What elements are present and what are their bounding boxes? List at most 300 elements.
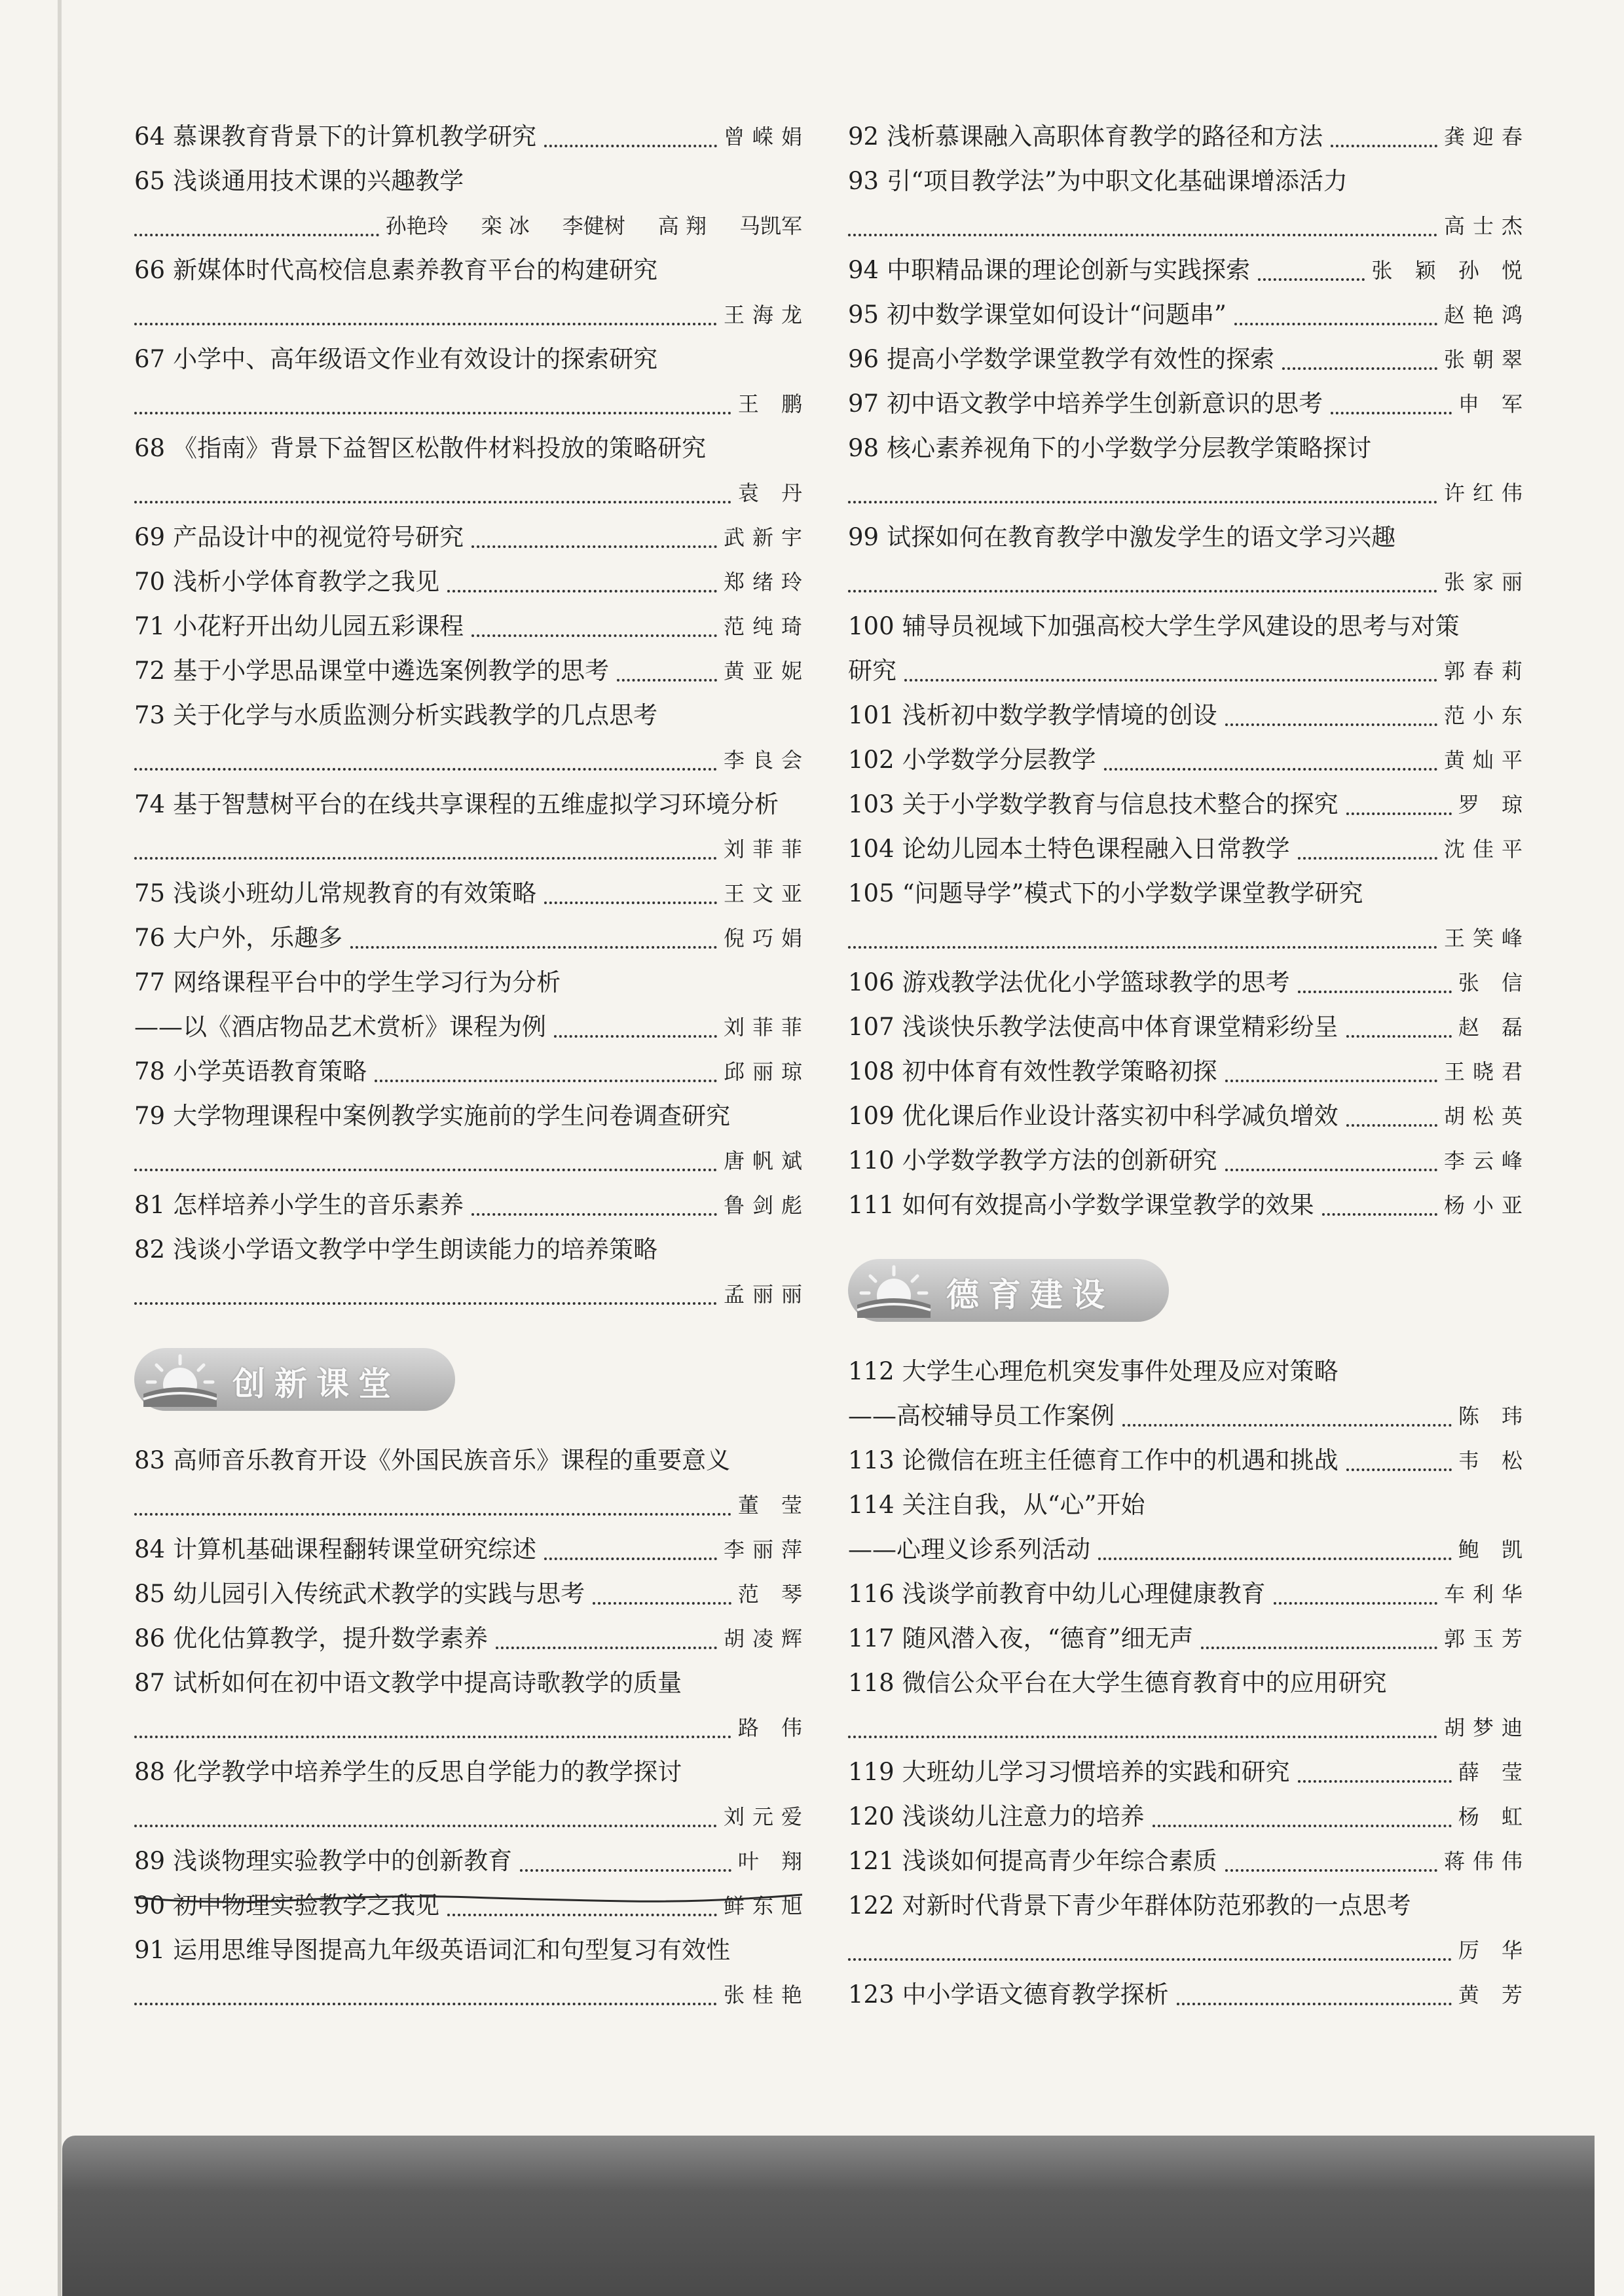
entry-title: 浅谈快乐教学法使高中体育课堂精彩纷呈 bbox=[902, 1013, 1338, 1041]
toc-entry-line bbox=[848, 1183, 1530, 1228]
toc-entry-line bbox=[848, 1527, 1530, 1572]
entry-number: 84 bbox=[134, 1535, 166, 1563]
toc-entry-line bbox=[848, 248, 1530, 293]
toc-entry bbox=[848, 604, 1530, 693]
entry-author: 李丽萍 bbox=[723, 1537, 810, 1562]
entry-number: 66 bbox=[134, 256, 166, 284]
entry-title: 《指南》背景下益智区松散件材料投放的策略研究 bbox=[173, 434, 707, 462]
entry-author: 李良会 bbox=[723, 748, 810, 773]
toc-entry bbox=[848, 515, 1530, 604]
toc-entry-line bbox=[134, 1049, 810, 1094]
dot-leader bbox=[520, 1869, 731, 1872]
entry-number: 108 bbox=[848, 1057, 895, 1085]
toc-entry bbox=[134, 1183, 810, 1228]
section-title: 创新课堂 bbox=[232, 1365, 400, 1403]
toc-entry-line bbox=[134, 1094, 802, 1139]
toc-entry bbox=[848, 426, 1530, 515]
toc-entry bbox=[848, 1572, 1530, 1616]
section-banner-moral bbox=[848, 1254, 1522, 1331]
toc-entry bbox=[848, 1349, 1530, 1438]
toc-entry-line bbox=[134, 1705, 810, 1750]
toc-entry-line bbox=[848, 960, 1530, 1005]
toc-entry bbox=[848, 693, 1530, 738]
toc-list-left-top bbox=[134, 115, 810, 1317]
entry-number: 107 bbox=[848, 1013, 895, 1041]
dot-leader bbox=[904, 679, 1437, 682]
entry-title: 运用思维导图提高九年级英语词汇和句型复习有效性 bbox=[173, 1936, 731, 1964]
toc-entry-line bbox=[134, 1272, 810, 1317]
dot-leader bbox=[134, 234, 379, 236]
toc-entry-line bbox=[134, 115, 810, 159]
entry-author: 张朝翠 bbox=[1443, 347, 1530, 372]
toc-entry bbox=[848, 248, 1530, 293]
dot-leader bbox=[1331, 412, 1452, 414]
entry-number: 120 bbox=[848, 1802, 895, 1831]
toc-entry-line bbox=[134, 471, 810, 515]
toc-entry bbox=[134, 1094, 810, 1183]
entry-title: 产品设计中的视觉符号研究 bbox=[173, 523, 464, 551]
dot-leader bbox=[134, 2003, 717, 2005]
toc-entry-line bbox=[848, 1661, 1522, 1705]
toc-entry bbox=[134, 1928, 810, 2017]
entry-title: 幼儿园引入传统武术教学的实践与思考 bbox=[173, 1580, 585, 1608]
toc-entry-line bbox=[134, 1839, 810, 1884]
entry-author: 薛 莹 bbox=[1458, 1760, 1530, 1785]
dot-leader bbox=[1225, 1169, 1437, 1171]
entry-title: 核心素养视角下的小学数学分层教学策略探讨 bbox=[887, 434, 1372, 462]
dot-leader bbox=[496, 1647, 717, 1649]
entry-author: 范 琴 bbox=[737, 1582, 810, 1607]
entry-author: 王晓君 bbox=[1443, 1059, 1530, 1084]
entry-title: 试析如何在初中语文教学中提高诗歌教学的质量 bbox=[173, 1669, 682, 1697]
toc-list-left-bottom bbox=[134, 1438, 810, 2017]
toc-entry-line bbox=[134, 337, 802, 382]
toc-entry-line bbox=[134, 204, 802, 248]
dot-leader bbox=[544, 1558, 717, 1560]
toc-entry-line bbox=[134, 960, 802, 1005]
dot-leader bbox=[1282, 367, 1437, 370]
toc-entry bbox=[134, 426, 810, 515]
dot-leader bbox=[1346, 812, 1452, 815]
toc-entry-line bbox=[134, 1183, 810, 1228]
dot-leader bbox=[134, 1302, 717, 1305]
entry-title: 论微信在班主任德育工作中的机遇和挑战 bbox=[902, 1446, 1338, 1474]
entry-author: 高 翔 bbox=[657, 213, 707, 238]
entry-number: 83 bbox=[134, 1446, 166, 1474]
entry-title: 大学生心理危机突发事件处理及应对策略 bbox=[902, 1357, 1338, 1385]
entry-number: 72 bbox=[134, 657, 166, 685]
toc-entry bbox=[848, 871, 1530, 960]
entry-number: 75 bbox=[134, 879, 166, 907]
toc-entry bbox=[134, 604, 810, 649]
entry-number: 82 bbox=[134, 1235, 166, 1264]
toc-entry bbox=[134, 159, 802, 248]
dot-leader bbox=[447, 590, 717, 592]
entry-title: 小学数学分层教学 bbox=[902, 746, 1096, 774]
entry-author: 李云峰 bbox=[1443, 1148, 1530, 1173]
entry-number: 98 bbox=[848, 434, 879, 462]
entry-number: 123 bbox=[848, 1980, 895, 2009]
toc-entry-line bbox=[848, 1616, 1530, 1661]
toc-entry-line bbox=[848, 738, 1530, 782]
dot-leader bbox=[134, 1736, 731, 1738]
entry-author: 邱丽琼 bbox=[723, 1059, 810, 1084]
toc-entry bbox=[848, 827, 1530, 871]
toc-entry-line bbox=[848, 1750, 1530, 1795]
dot-leader bbox=[1346, 1124, 1437, 1127]
toc-right-column bbox=[848, 115, 1530, 2017]
toc-entry bbox=[848, 1884, 1530, 1973]
toc-entry-line bbox=[848, 916, 1530, 960]
toc-entry-line bbox=[848, 1139, 1530, 1183]
toc-entry bbox=[134, 1616, 810, 1661]
toc-entry bbox=[848, 1094, 1530, 1139]
toc-entry-line bbox=[848, 649, 1530, 693]
entry-author: 唐帆斌 bbox=[723, 1148, 810, 1173]
entry-title: 微信公众平台在大学生德育教育中的应用研究 bbox=[902, 1669, 1387, 1697]
entry-number: 111 bbox=[848, 1191, 895, 1219]
dot-leader bbox=[848, 590, 1437, 592]
toc-entry-line bbox=[134, 1616, 810, 1661]
entry-author: 刘元爱 bbox=[723, 1804, 810, 1829]
entry-number: 73 bbox=[134, 701, 166, 729]
toc-entry-line bbox=[134, 248, 802, 293]
entry-number: 97 bbox=[848, 390, 879, 418]
toc-entry-line bbox=[848, 1049, 1530, 1094]
section-banner-innovation bbox=[134, 1343, 802, 1420]
entry-number: 114 bbox=[848, 1491, 895, 1519]
entry-number: 94 bbox=[848, 256, 879, 284]
entry-author: 孟丽丽 bbox=[723, 1282, 810, 1307]
entry-author: 李健树 bbox=[562, 213, 625, 238]
entry-author: 杨 虹 bbox=[1458, 1804, 1530, 1829]
dot-leader bbox=[134, 412, 731, 414]
dot-leader bbox=[1298, 991, 1452, 993]
toc-entry-line bbox=[848, 204, 1530, 248]
toc-entry-line bbox=[848, 1705, 1530, 1750]
entry-number: 78 bbox=[134, 1057, 166, 1085]
toc-entry-line bbox=[134, 693, 802, 738]
section-title: 德育建设 bbox=[946, 1276, 1114, 1314]
entry-number: 67 bbox=[134, 345, 166, 373]
toc-entry-line bbox=[848, 560, 1530, 604]
entry-title: 中职精品课的理论创新与实践探索 bbox=[887, 256, 1251, 284]
toc-entry-line bbox=[134, 159, 802, 204]
entry-title: 如何有效提高小学数学课堂教学的效果 bbox=[902, 1191, 1314, 1219]
toc-entry bbox=[848, 293, 1530, 337]
toc-entry bbox=[134, 1839, 810, 1884]
entry-title: 对新时代背景下青少年群体防范邪教的一点思考 bbox=[902, 1891, 1411, 1920]
entry-title: 基于智慧树平台的在线共享课程的五维虚拟学习环境分析 bbox=[173, 790, 779, 818]
entry-number: 118 bbox=[848, 1669, 895, 1697]
entry-title: ——以《酒店物品艺术赏析》课程为例 bbox=[134, 1013, 546, 1041]
toc-entry bbox=[848, 1049, 1530, 1094]
entry-author: 刘菲菲 bbox=[723, 1015, 810, 1040]
entry-title: 化学教学中培养学生的反思自学能力的教学探讨 bbox=[173, 1758, 682, 1786]
entry-author: 黄 芳 bbox=[1458, 1982, 1530, 2007]
entry-author: 袁 丹 bbox=[737, 481, 810, 505]
entry-author: 王 鹏 bbox=[737, 392, 810, 416]
toc-entry bbox=[134, 1661, 810, 1750]
toc-entry bbox=[134, 337, 810, 426]
dot-leader bbox=[1225, 723, 1437, 726]
toc-entry-line bbox=[134, 871, 810, 916]
entry-title: 高师音乐教育开设《外国民族音乐》课程的重要意义 bbox=[173, 1446, 731, 1474]
toc-entry bbox=[848, 1973, 1530, 2017]
entry-number: 85 bbox=[134, 1580, 166, 1608]
entry-title: 浅谈小班幼儿常规教育的有效策略 bbox=[173, 879, 537, 907]
toc-entry-line bbox=[134, 1438, 802, 1483]
entry-title: 浅谈如何提高青少年综合素质 bbox=[902, 1847, 1217, 1875]
entry-number: 106 bbox=[848, 968, 895, 996]
entry-number: 122 bbox=[848, 1891, 895, 1920]
entry-title: 关注自我，从“心”开始 bbox=[902, 1491, 1145, 1519]
entry-author: 张 颖 孙 悦 bbox=[1371, 258, 1530, 283]
dot-leader bbox=[471, 545, 717, 548]
dot-leader bbox=[1098, 1558, 1452, 1560]
entry-title: 小学英语教育策略 bbox=[173, 1057, 367, 1085]
toc-entry bbox=[848, 1139, 1530, 1183]
dot-leader bbox=[1201, 1647, 1437, 1649]
entry-number: 105 bbox=[848, 879, 895, 907]
toc-entry bbox=[848, 1438, 1530, 1483]
footer-band bbox=[62, 2136, 1595, 2296]
toc-entry bbox=[134, 1438, 810, 1527]
toc-entry bbox=[848, 1616, 1530, 1661]
toc-entry-line bbox=[134, 604, 810, 649]
dot-leader bbox=[554, 1035, 717, 1038]
entry-author: 刘菲菲 bbox=[723, 837, 810, 862]
toc-entry-line bbox=[848, 1349, 1522, 1394]
toc-entry bbox=[848, 1839, 1530, 1884]
entry-author: 范纯琦 bbox=[723, 614, 810, 639]
entry-title: 大学物理课程中案例教学实施前的学生问卷调查研究 bbox=[173, 1102, 731, 1130]
toc-entry bbox=[848, 1750, 1530, 1795]
entry-number: 71 bbox=[134, 612, 166, 640]
toc-entry-line bbox=[134, 293, 810, 337]
toc-entry bbox=[848, 738, 1530, 782]
entry-number: 89 bbox=[134, 1847, 166, 1875]
dot-leader bbox=[134, 1513, 731, 1516]
dot-leader bbox=[1322, 1213, 1437, 1216]
dot-leader bbox=[593, 1602, 731, 1605]
entry-author: 黄灿平 bbox=[1443, 748, 1530, 773]
toc-entry bbox=[134, 1750, 810, 1839]
entry-authors bbox=[386, 204, 802, 248]
entry-number: 87 bbox=[134, 1669, 166, 1697]
entry-number: 92 bbox=[848, 122, 879, 151]
entry-author: 武新宇 bbox=[723, 525, 810, 550]
entry-title: 论幼儿园本土特色课程融入日常教学 bbox=[902, 835, 1290, 863]
toc-entry bbox=[134, 115, 810, 159]
toc-entry-line bbox=[134, 916, 810, 960]
dot-leader bbox=[1346, 1468, 1452, 1471]
entry-title: 初中体育有效性教学策略初探 bbox=[902, 1057, 1217, 1085]
toc-entry-line bbox=[134, 382, 810, 426]
entry-number: 117 bbox=[848, 1624, 895, 1652]
entry-title: 大班幼儿学习习惯培养的实践和研究 bbox=[902, 1758, 1290, 1786]
dot-leader bbox=[447, 1914, 717, 1916]
entry-title: 初中物理实验教学之我见 bbox=[173, 1891, 440, 1920]
toc-entry-line bbox=[848, 293, 1530, 337]
entry-title: “问题导学”模式下的小学数学课堂教学研究 bbox=[902, 879, 1363, 907]
entry-title: 辅导员视域下加强高校大学生学风建设的思考与对策 bbox=[902, 612, 1460, 640]
entry-title: 引“项目教学法”为中职文化基础课增添活力 bbox=[887, 167, 1348, 195]
dot-leader bbox=[1331, 145, 1437, 147]
entry-number: 103 bbox=[848, 790, 895, 818]
toc-entry-line bbox=[134, 1139, 810, 1183]
toc-entry-line bbox=[848, 1438, 1530, 1483]
entry-author: 高士杰 bbox=[1443, 213, 1530, 238]
dot-leader bbox=[848, 501, 1437, 503]
entry-author: 倪巧娟 bbox=[723, 926, 810, 951]
entry-author: 胡松英 bbox=[1443, 1104, 1530, 1129]
toc-entry bbox=[848, 1795, 1530, 1839]
entry-number: 81 bbox=[134, 1191, 166, 1219]
entry-author: 杨小亚 bbox=[1443, 1193, 1530, 1218]
toc-entry-line bbox=[134, 738, 810, 782]
handwritten-underline bbox=[131, 1886, 805, 1912]
entry-title: 随风潜入夜，“德育”细无声 bbox=[902, 1624, 1194, 1652]
toc-entry-line bbox=[848, 382, 1530, 426]
toc-entry bbox=[848, 337, 1530, 382]
toc-entry bbox=[848, 1661, 1530, 1750]
entry-title: 关于小学数学教育与信息技术整合的探究 bbox=[902, 790, 1338, 818]
entry-title: 浅谈学前教育中幼儿心理健康教育 bbox=[902, 1580, 1266, 1608]
entry-title: 试探如何在教育教学中激发学生的语文学习兴趣 bbox=[887, 523, 1396, 551]
entry-number: 64 bbox=[134, 122, 166, 151]
entry-title: 浅谈物理实验教学中的创新教育 bbox=[173, 1847, 513, 1875]
dot-leader bbox=[1346, 1035, 1452, 1038]
entry-number: 88 bbox=[134, 1758, 166, 1786]
entry-number: 112 bbox=[848, 1357, 895, 1385]
toc-entry-line bbox=[848, 1795, 1530, 1839]
toc-entry-line bbox=[848, 1394, 1530, 1438]
toc-entry-line bbox=[134, 1005, 810, 1049]
entry-title: 浅谈通用技术课的兴趣教学 bbox=[173, 167, 464, 195]
toc-entry-line bbox=[134, 1795, 810, 1839]
entry-title: 大户外，乐趣多 bbox=[173, 924, 343, 952]
toc-entry bbox=[134, 960, 810, 1049]
toc-entry bbox=[848, 115, 1530, 159]
entry-author: 龚迎春 bbox=[1443, 124, 1530, 149]
entry-title: ——心理义诊系列活动 bbox=[848, 1535, 1090, 1563]
entry-number: 69 bbox=[134, 523, 166, 551]
toc-entry-line bbox=[848, 471, 1530, 515]
entry-title: ——高校辅导员工作案例 bbox=[848, 1402, 1115, 1430]
entry-number: 76 bbox=[134, 924, 166, 952]
entry-author: 王海龙 bbox=[723, 302, 810, 327]
toc-entry bbox=[134, 560, 810, 604]
entry-number: 90 bbox=[134, 1891, 166, 1920]
dot-leader bbox=[375, 1080, 717, 1082]
entry-title: 新媒体时代高校信息素养教育平台的构建研究 bbox=[173, 256, 658, 284]
toc-entry-line bbox=[848, 1839, 1530, 1884]
toc-entry-line bbox=[848, 337, 1530, 382]
toc-entry-line bbox=[848, 1572, 1530, 1616]
toc-entry bbox=[848, 1483, 1530, 1572]
entry-title: 关于化学与水质监测分析实践教学的几点思考 bbox=[173, 701, 658, 729]
entry-author: 孙艳玲 bbox=[385, 213, 449, 238]
entry-author: 鲁剑彪 bbox=[723, 1193, 810, 1218]
entry-author: 董 莹 bbox=[737, 1493, 810, 1518]
toc-entry-line bbox=[134, 827, 810, 871]
entry-author: 张家丽 bbox=[1443, 570, 1530, 594]
entry-number: 74 bbox=[134, 790, 166, 818]
entry-author: 沈佳平 bbox=[1443, 837, 1530, 862]
sunrise-icon bbox=[855, 1263, 933, 1318]
entry-title: 小学中、高年级语文作业有效设计的探索研究 bbox=[173, 345, 658, 373]
toc-entry-line bbox=[848, 1094, 1530, 1139]
dot-leader bbox=[1104, 768, 1437, 771]
toc-entry-line bbox=[134, 782, 802, 827]
dot-leader bbox=[1258, 278, 1365, 281]
dot-leader bbox=[848, 1736, 1437, 1738]
toc-entry-line bbox=[848, 515, 1522, 560]
entry-number: 86 bbox=[134, 1624, 166, 1652]
entry-author: 许红伟 bbox=[1443, 481, 1530, 505]
dot-leader bbox=[350, 946, 717, 949]
toc-entry-line bbox=[134, 1572, 810, 1616]
toc-entry bbox=[848, 782, 1530, 827]
dot-leader bbox=[134, 323, 717, 325]
toc-entry-line bbox=[848, 871, 1522, 916]
entry-number: 113 bbox=[848, 1446, 895, 1474]
toc-entry-line bbox=[848, 693, 1530, 738]
entry-author: 郭春莉 bbox=[1443, 659, 1530, 683]
entry-title: 浅析小学体育教学之我见 bbox=[173, 568, 440, 596]
entry-author: 蒋伟伟 bbox=[1443, 1849, 1530, 1874]
toc-entry bbox=[848, 1183, 1530, 1228]
dot-leader bbox=[134, 768, 717, 771]
toc-entry bbox=[134, 649, 810, 693]
toc-entry-line bbox=[848, 1973, 1530, 2017]
toc-entry-line bbox=[848, 1928, 1530, 1973]
dot-leader bbox=[848, 234, 1437, 236]
toc-entry bbox=[134, 1527, 810, 1572]
dot-leader bbox=[1225, 1080, 1437, 1082]
dot-leader bbox=[134, 1825, 717, 1827]
dot-leader bbox=[471, 1213, 717, 1216]
toc-entry bbox=[848, 159, 1530, 248]
toc-entry bbox=[134, 871, 810, 916]
entry-number: 95 bbox=[848, 301, 879, 329]
entry-title: 浅析慕课融入高职体育教学的路径和方法 bbox=[887, 122, 1323, 151]
toc-entry-line bbox=[134, 649, 810, 693]
toc-entry-line bbox=[134, 1750, 802, 1795]
entry-title: 游戏教学法优化小学篮球教学的思考 bbox=[902, 968, 1290, 996]
entry-author: 厉 华 bbox=[1458, 1938, 1530, 1963]
toc-entry-line bbox=[134, 1661, 802, 1705]
toc-entry-line bbox=[134, 1527, 810, 1572]
toc-list-right-bottom bbox=[848, 1349, 1530, 2017]
dot-leader bbox=[134, 501, 731, 503]
dot-leader bbox=[1234, 323, 1437, 325]
entry-title: 慕课教育背景下的计算机教学研究 bbox=[173, 122, 537, 151]
entry-author: 车利华 bbox=[1443, 1582, 1530, 1607]
toc-entry-line bbox=[134, 560, 810, 604]
toc-entry-line bbox=[848, 1884, 1522, 1928]
dot-leader bbox=[1153, 1825, 1452, 1827]
toc-entry bbox=[134, 693, 810, 782]
dot-leader bbox=[848, 1958, 1452, 1961]
dot-leader bbox=[134, 857, 717, 860]
entry-author: 胡凌辉 bbox=[723, 1626, 810, 1651]
entry-title: 小花籽开出幼儿园五彩课程 bbox=[173, 612, 464, 640]
entry-title: 研究 bbox=[848, 657, 896, 685]
entry-number: 79 bbox=[134, 1102, 166, 1130]
toc-entry bbox=[848, 1005, 1530, 1049]
